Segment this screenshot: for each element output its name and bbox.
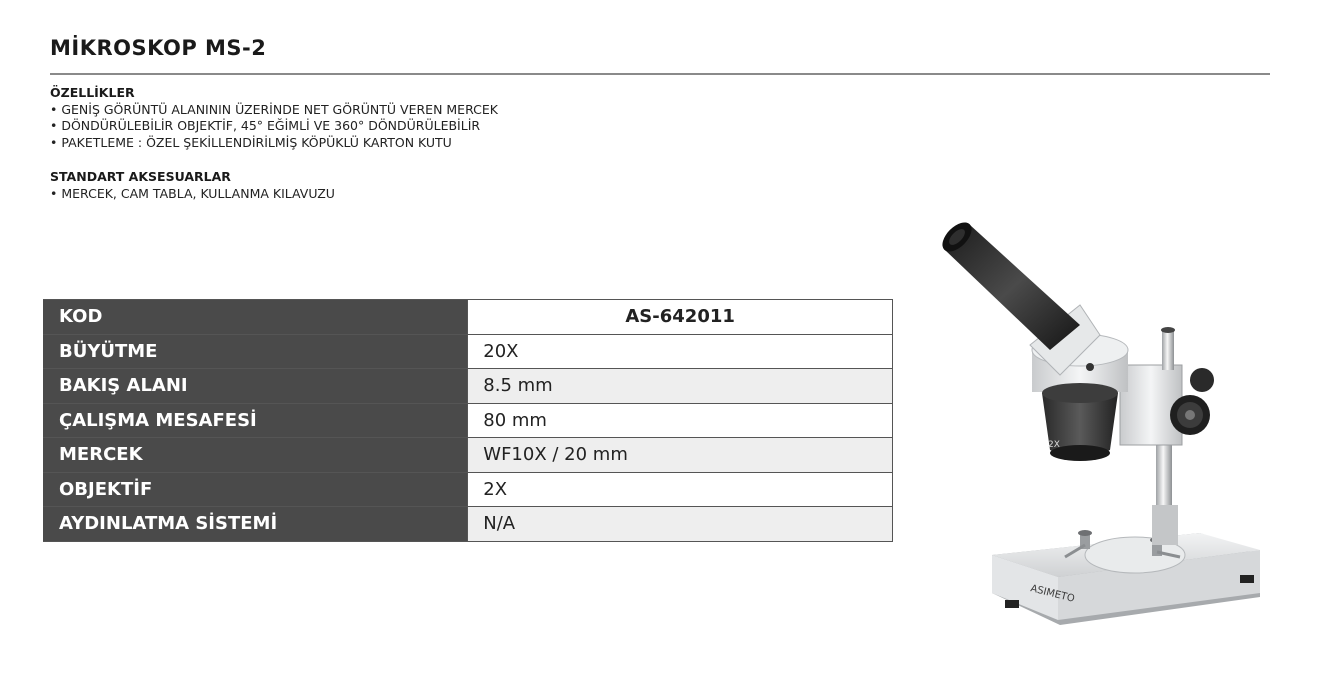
table-row <box>43 369 893 404</box>
table-row <box>43 403 893 438</box>
objective-lens <box>1042 383 1118 461</box>
spec-key: AYDINLATMA SİSTEMİ <box>43 507 468 542</box>
spec-key: ÇALIŞMA MESAFESİ <box>43 403 468 438</box>
table-row <box>43 507 893 542</box>
accessory-item: • MERCEK, CAM TABLA, KULLANMA KILAVUZU <box>50 185 335 201</box>
page-title: MİKROSKOP MS-2 <box>50 36 267 60</box>
feature-item: • PAKETLEME : ÖZEL ŞEKİLLENDİRİLMİŞ KÖPÜKLÜ KARTON KUTU <box>50 134 452 150</box>
microscope-base <box>992 530 1260 625</box>
spec-key: BAKIŞ ALANI <box>43 369 468 404</box>
spec-key: KOD <box>43 300 468 335</box>
spec-table <box>43 299 893 542</box>
spec-value: WF10X / 20 mm <box>468 438 893 473</box>
title-divider <box>50 73 1270 75</box>
table-row <box>43 334 893 369</box>
table-row <box>43 472 893 507</box>
features-section <box>50 85 498 151</box>
table-row <box>43 300 893 335</box>
spec-key: BÜYÜTME <box>43 334 468 369</box>
spec-key: OBJEKTİF <box>43 472 468 507</box>
objective-label: 2X <box>1048 440 1060 450</box>
features-heading: ÖZELLİKLER <box>50 85 135 100</box>
spec-value: 20X <box>468 334 893 369</box>
eyepiece-tube <box>937 217 1080 350</box>
accessories-section <box>50 169 335 202</box>
spec-value: 8.5 mm <box>468 369 893 404</box>
feature-item: • GENİŞ GÖRÜNTÜ ALANININ ÜZERİNDE NET GÖRÜNTÜ VEREN MERCEK <box>50 101 498 117</box>
spec-key: MERCEK <box>43 438 468 473</box>
spec-value: 80 mm <box>468 403 893 438</box>
brand-label: ASIMETO <box>1029 583 1076 605</box>
microscope-arm <box>1120 327 1182 445</box>
accessories-heading: STANDART AKSESUARLAR <box>50 169 231 184</box>
spec-value: N/A <box>468 507 893 542</box>
spec-value: 2X <box>468 472 893 507</box>
feature-item: • DÖNDÜRÜLEBİLİR OBJEKTİF, 45° EĞİMLİ VE 360° DÖNDÜRÜLEBİLİR <box>50 118 481 133</box>
microscope-illustration <box>930 215 1270 635</box>
table-row <box>43 438 893 473</box>
spec-value: AS-642011 <box>468 300 893 335</box>
